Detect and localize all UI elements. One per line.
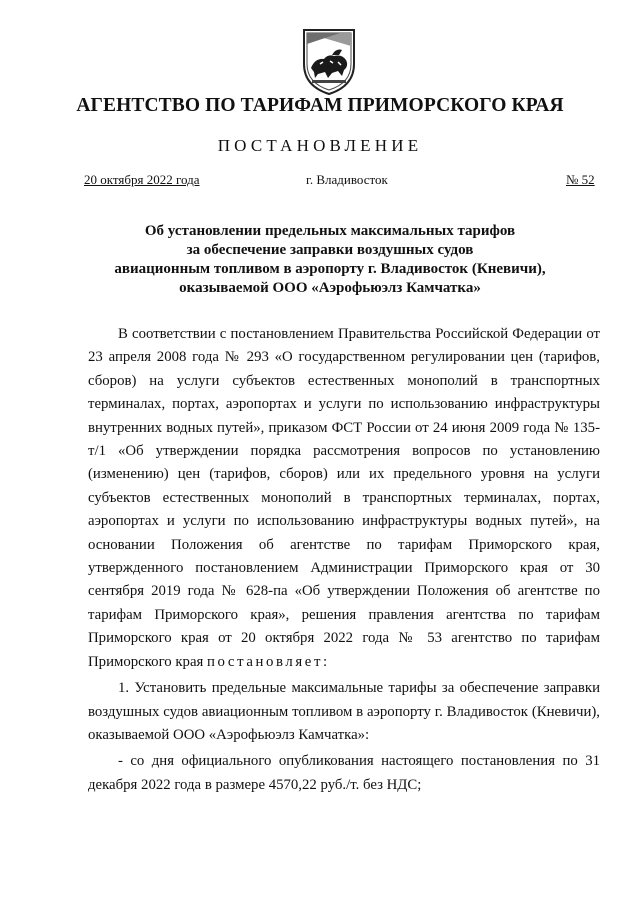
title-line: авиационным топливом в аэропорту г. Владивосток (Кневичи), (114, 261, 546, 277)
title-line: оказываемой ООО «Аэрофьюэлз Камчатка» (179, 280, 481, 296)
preamble-text: В соответствии с постановлением Правительства Российской Федерации от 23 апреля 2008 года № 293 «О государственном регулировании цен (тарифов, сборов) на услуги субъектов естественных монополий в транспортных терминалах, портах, аэропортах и услуги по использованию инфраструктуры внутренних водных путей», приказом ФСТ России от 24 июня 2009 года № 135-т/1 «Об утверждении порядка рассмотрения вопросов по установлению (изменению) цен (тарифов, сборов) или их предельного уровня на услуги субъектов естественных монополий в транспортных терминалах, портах, аэропортах и услуги по использованию инфраструктуры водных путей», на основании Положения об агентстве по тарифам Приморского края, утвержденного постановлением Администрации Приморского края от 30 сентября 2019 года № 628-па «Об утверждении Положения об агентстве по тарифам Приморского края», решения правления агентства по тарифам Приморского края от 20 октября 2022 года № 53 агентство по тарифам Приморского края (88, 326, 600, 670)
item-1-paragraph: 1. Установить предельные максимальные тарифы за обеспечение заправки воздушных судов авиационным топливом в аэропорту г. Владивосток (Кневичи), оказываемой ООО «Аэрофьюэлз Камчатка»: (88, 680, 600, 743)
coat-of-arms-icon (298, 24, 360, 98)
document-number: № 52 (566, 172, 595, 187)
document-type: ПОСТАНОВЛЕНИЕ (217, 136, 423, 155)
agency-name: АГЕНТСТВО ПО ТАРИФАМ ПРИМОРСКОГО КРАЯ (76, 95, 564, 116)
document-body (88, 323, 600, 797)
resolves-word: постановляет: (207, 653, 330, 670)
title-line: за обеспечение заправки воздушных судов (186, 242, 474, 258)
document-title (60, 222, 600, 298)
item-1-subitem: - со дня официального опубликования настоящего постановления по 31 декабря 2022 года в размере 4570,22 руб./т. без НДС; (88, 753, 600, 793)
document-date: 20 октября 2022 года (84, 172, 200, 187)
title-line: Об установлении предельных максимальных тарифов (144, 223, 516, 239)
document-city: г. Владивосток (306, 172, 388, 187)
preamble-paragraph (88, 323, 600, 674)
